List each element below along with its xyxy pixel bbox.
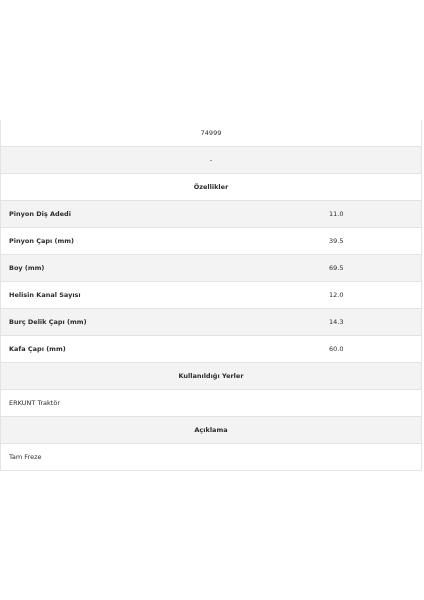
feature-value: 11.0 (329, 210, 344, 218)
usage-header: Kullanıldığı Yerler (178, 372, 244, 380)
feature-row (0, 228, 422, 255)
feature-value: 12.0 (329, 291, 344, 299)
description-header: Açıklama (194, 426, 228, 434)
feature-row (0, 309, 422, 336)
feature-value: 69.5 (329, 264, 344, 272)
feature-row (0, 255, 422, 282)
product-code: 74999 (200, 129, 222, 137)
description-header-row (0, 417, 422, 444)
usage-header-row (0, 363, 422, 390)
feature-label: Pinyon Diş Adedi (9, 210, 71, 218)
feature-value: 14.3 (329, 318, 344, 326)
dash-row (0, 147, 422, 174)
dash-text: - (209, 156, 213, 164)
feature-row (0, 201, 422, 228)
features-header: Özellikler (193, 183, 229, 191)
feature-label: Pinyon Çapı (mm) (9, 237, 74, 245)
description-row (0, 444, 422, 471)
feature-label: Helisin Kanal Sayısı (9, 291, 81, 299)
description-text: Tam Freze (9, 453, 42, 461)
feature-label: Kafa Çapı (mm) (9, 345, 66, 353)
feature-label: Burç Delik Çapı (mm) (9, 318, 87, 326)
feature-value: 39.5 (329, 237, 344, 245)
feature-label: Boy (mm) (9, 264, 45, 272)
product-code-row (0, 120, 422, 147)
usage-row (0, 390, 422, 417)
spec-table (0, 120, 424, 471)
usage-text: ERKUNT Traktör (9, 399, 61, 407)
feature-row (0, 336, 422, 363)
feature-row (0, 282, 422, 309)
features-header-row (0, 174, 422, 201)
feature-value: 60.0 (329, 345, 344, 353)
